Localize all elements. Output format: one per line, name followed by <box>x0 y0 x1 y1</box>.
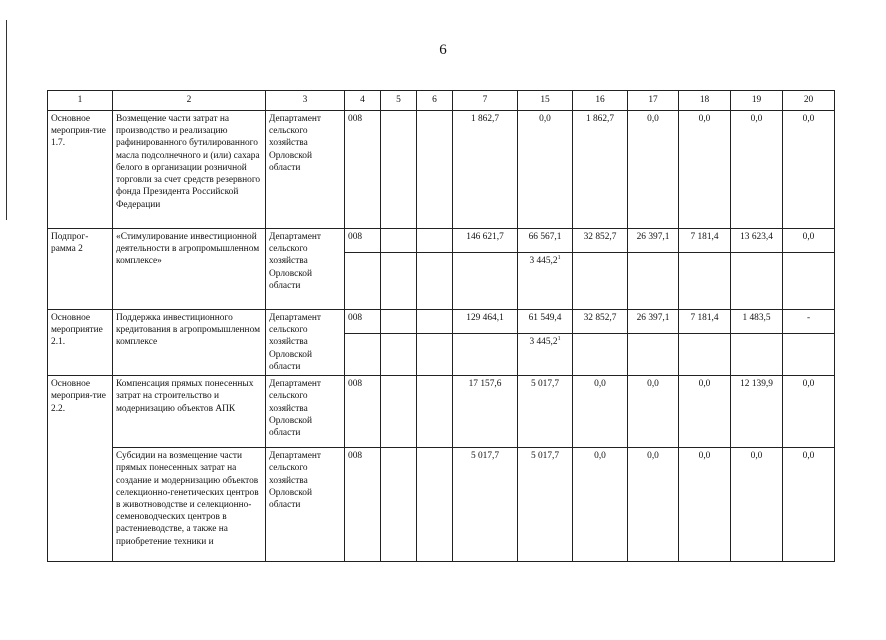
cell-col6 <box>417 448 453 562</box>
cell-total: 17 157,6 <box>453 376 518 448</box>
cell-col5 <box>381 448 417 562</box>
cell-col19: 12 139,9 <box>731 376 783 448</box>
cell-col20: 0,0 <box>783 229 835 253</box>
cell-col20: 0,0 <box>783 111 835 229</box>
cell-description: Поддержка инвестиционного кредитования в агропромышленном комплексе <box>113 310 266 376</box>
cell-col5 <box>381 376 417 448</box>
cell-col16 <box>573 334 628 376</box>
cell-col18: 0,0 <box>679 111 731 229</box>
cell-col16: 1 862,7 <box>573 111 628 229</box>
cell-col20 <box>783 334 835 376</box>
header-cell: 17 <box>628 91 679 111</box>
cell-total: 129 464,1 <box>453 310 518 334</box>
cell-description: Компенсация прямых понесенных затрат на строительство и модернизацию объектов АПК <box>113 376 266 448</box>
cell-col15: 5 017,7 <box>518 448 573 562</box>
cell-col17: 0,0 <box>628 376 679 448</box>
cell-col17: 0,0 <box>628 111 679 229</box>
header-cell: 6 <box>417 91 453 111</box>
table-row <box>48 111 835 229</box>
cell-col20 <box>783 253 835 310</box>
cell-col5 <box>381 253 417 310</box>
cell-col19: 1 483,5 <box>731 310 783 334</box>
cell-code <box>345 253 381 310</box>
cell-col20: - <box>783 310 835 334</box>
cell-col19: 0,0 <box>731 448 783 562</box>
cell-col15: 66 567,1 <box>518 229 573 253</box>
cell-col5 <box>381 229 417 253</box>
cell-col18: 0,0 <box>679 376 731 448</box>
cell-total: 1 862,7 <box>453 111 518 229</box>
table-row <box>48 229 835 253</box>
cell-description: Субсидии на возмещение части прямых понесенных затрат на создание и модернизацию объектов селекционно-генетических центров в животноводстве и селекционно-семеноводческих центров в растениеводстве, а также на приобретение техники и <box>113 448 266 562</box>
cell-col17 <box>628 253 679 310</box>
table-row <box>48 310 835 334</box>
cell-code: 008 <box>345 448 381 562</box>
cell-col19: 13 623,4 <box>731 229 783 253</box>
cell-col15-extra <box>518 253 573 310</box>
cell-col18: 7 181,4 <box>679 310 731 334</box>
header-cell: 4 <box>345 91 381 111</box>
cell-total <box>453 253 518 310</box>
header-cell: 18 <box>679 91 731 111</box>
cell-col19: 0,0 <box>731 111 783 229</box>
cell-col17: 26 397,1 <box>628 310 679 334</box>
cell-col18: 0,0 <box>679 448 731 562</box>
cell-col17: 0,0 <box>628 448 679 562</box>
cell-col17 <box>628 334 679 376</box>
cell-col17: 26 397,1 <box>628 229 679 253</box>
budget-table <box>47 90 835 562</box>
header-cell: 3 <box>266 91 345 111</box>
cell-col18 <box>679 253 731 310</box>
cell-code: 008 <box>345 229 381 253</box>
table-row <box>48 448 835 562</box>
cell-col20: 0,0 <box>783 376 835 448</box>
cell-total: 5 017,7 <box>453 448 518 562</box>
cell-col18: 7 181,4 <box>679 229 731 253</box>
cell-col19 <box>731 253 783 310</box>
cell-col15: 61 549,4 <box>518 310 573 334</box>
extra-value: 3 445,2 <box>529 337 558 348</box>
cell-level: Подпрог-рамма 2 <box>48 229 113 310</box>
cell-col6 <box>417 334 453 376</box>
header-cell: 19 <box>731 91 783 111</box>
cell-code <box>345 334 381 376</box>
cell-col16: 0,0 <box>573 376 628 448</box>
footnote-mark: 1 <box>557 336 561 343</box>
header-cell: 15 <box>518 91 573 111</box>
cell-executor: Департамент сельского хозяйства Орловской области <box>266 448 345 562</box>
cell-col15-extra <box>518 334 573 376</box>
cell-col16: 32 852,7 <box>573 310 628 334</box>
cell-executor: Департамент сельского хозяйства Орловской области <box>266 229 345 310</box>
cell-col6 <box>417 229 453 253</box>
cell-col5 <box>381 334 417 376</box>
cell-col5 <box>381 310 417 334</box>
cell-code: 008 <box>345 111 381 229</box>
cell-level: Основное мероприя-тие 2.2. <box>48 376 113 562</box>
header-row <box>48 91 835 111</box>
cell-col6 <box>417 111 453 229</box>
header-cell: 16 <box>573 91 628 111</box>
cell-executor: Департамент сельского хозяйства Орловской области <box>266 310 345 376</box>
cell-total <box>453 334 518 376</box>
header-cell: 1 <box>48 91 113 111</box>
cell-executor: Департамент сельского хозяйства Орловской области <box>266 376 345 448</box>
cell-col20: 0,0 <box>783 448 835 562</box>
cell-col16: 32 852,7 <box>573 229 628 253</box>
cell-col16: 0,0 <box>573 448 628 562</box>
cell-col16 <box>573 253 628 310</box>
page-number: 6 <box>439 42 447 58</box>
cell-col19 <box>731 334 783 376</box>
table-row <box>48 376 835 448</box>
cell-col15: 5 017,7 <box>518 376 573 448</box>
cell-code: 008 <box>345 376 381 448</box>
header-cell: 5 <box>381 91 417 111</box>
cell-description: Возмещение части затрат на производство и реализацию рафинированного бутилированного масла подсолнечного и (или) сахара белого в организации розничной торговли за счет средств резервного фонда Президента Российской Федерации <box>113 111 266 229</box>
cell-col15: 0,0 <box>518 111 573 229</box>
header-cell: 2 <box>113 91 266 111</box>
cell-col6 <box>417 253 453 310</box>
cell-col18 <box>679 334 731 376</box>
header-cell: 20 <box>783 91 835 111</box>
cell-col6 <box>417 310 453 334</box>
cell-col6 <box>417 376 453 448</box>
cell-code: 008 <box>345 310 381 334</box>
cell-col5 <box>381 111 417 229</box>
cell-description: «Стимулирование инвестиционной деятельности в агропромышленном комплексе» <box>113 229 266 310</box>
cell-level: Основное мероприя-тие 1.7. <box>48 111 113 229</box>
cell-executor: Департамент сельского хозяйства Орловской области <box>266 111 345 229</box>
header-cell: 7 <box>453 91 518 111</box>
footnote-mark: 1 <box>557 255 561 261</box>
cell-total: 146 621,7 <box>453 229 518 253</box>
cell-level: Основное мероприятие 2.1. <box>48 310 113 376</box>
extra-value: 3 445,2 <box>529 256 558 267</box>
